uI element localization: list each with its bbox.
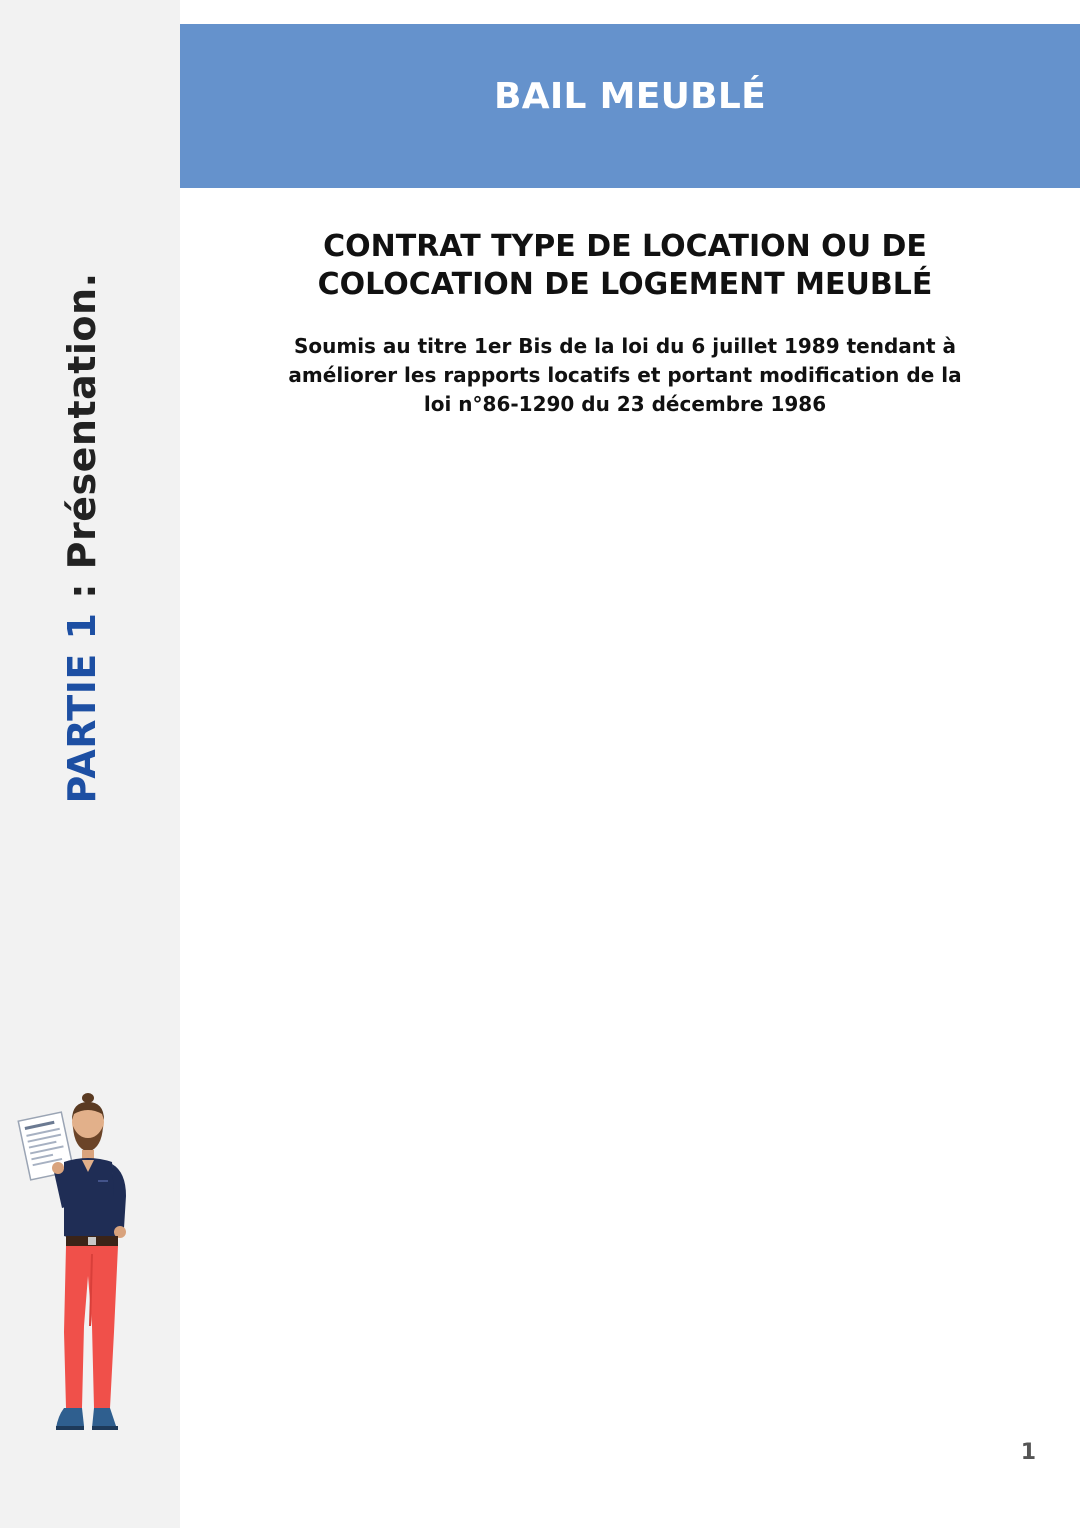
contract-subtitle-line-3: loi n°86-1290 du 23 décembre 1986 <box>423 392 827 416</box>
contract-subtitle-line-1: Soumis au titre 1er Bis de la loi du 6 juillet 1989 tendant à <box>293 334 957 358</box>
document-header-title: BAIL MEUBLÉ <box>493 76 767 117</box>
section-title: : Présentation. <box>60 272 104 613</box>
contract-title-line-1: CONTRAT TYPE DE LOCATION OU DE <box>323 229 927 264</box>
sidebar <box>0 0 180 1528</box>
side-section-title <box>60 272 104 803</box>
contract-subtitle <box>250 332 1000 419</box>
contract-title <box>250 228 1000 304</box>
contract-subtitle-line-2: améliorer les rapports locatifs et portant modification de la <box>288 363 962 387</box>
header-band <box>180 24 1080 188</box>
contract-title-line-2: COLOCATION DE LOGEMENT MEUBLÉ <box>317 267 933 302</box>
man-holding-document-illustration <box>14 1076 150 1448</box>
part-label: PARTIE 1 <box>60 612 104 804</box>
page-number: 1 <box>1020 1440 1036 1465</box>
